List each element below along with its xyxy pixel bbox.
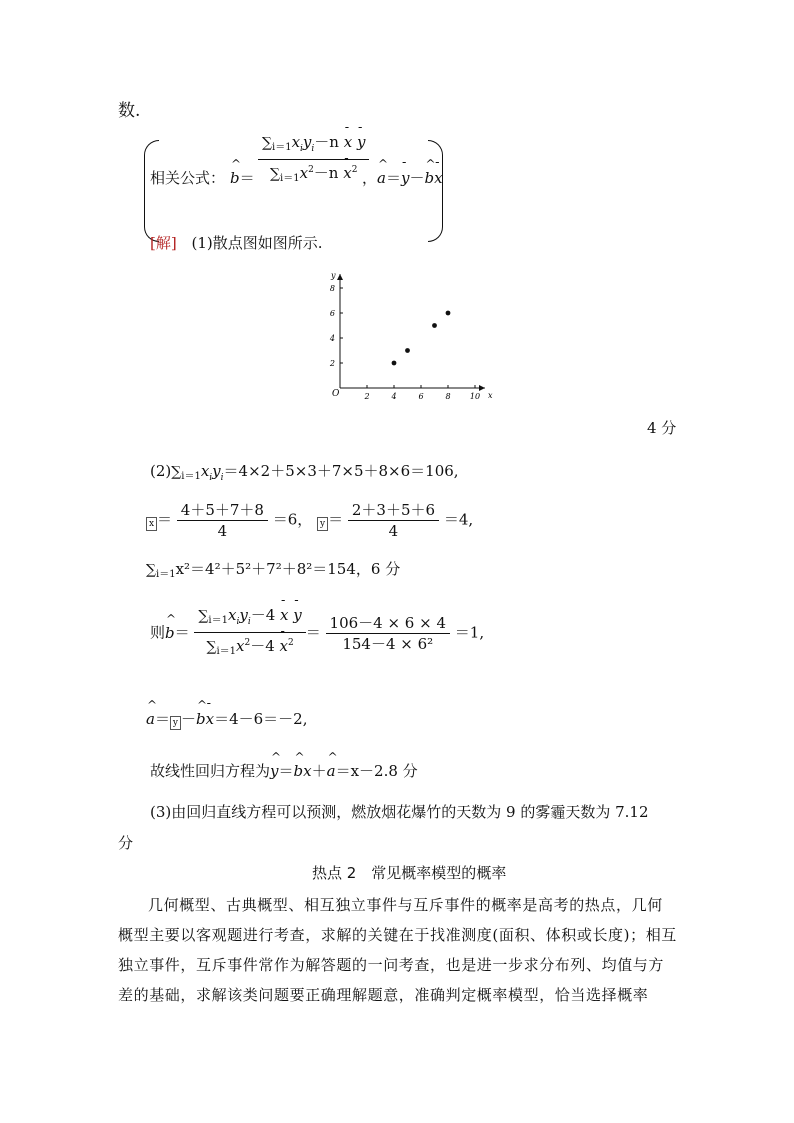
sum-sq-text: x²＝4²＋5²＋7²＋8²＝154，6 分 (175, 560, 401, 578)
origin-label: O (332, 389, 340, 399)
scatter-chart (320, 255, 510, 405)
b-res: ＝1, (454, 623, 485, 642)
section-heading: 热点 2 常见概率模型的概率 (312, 864, 507, 882)
y-tick-label: 2 (329, 359, 335, 368)
sum-sq-line: $\sum_{i=1}x^2=4^2+5^2+7^2+8^2=154$，6 分 (146, 560, 401, 580)
formula-prefix: 相关公式： (150, 169, 226, 187)
ybar-box-icon-2: y (170, 716, 181, 730)
text-shu: 数. (118, 101, 141, 121)
xbar-res: ＝6， (272, 510, 313, 529)
ybar-res: ＝4, (443, 510, 474, 529)
formula-fraction: $\frac{\sum_{i=1}x_iy_i-n - x - y}{\sum_{i=1}x^2-n - x^2}$ (258, 132, 369, 189)
a-line: ＝4－6＝－2, (214, 710, 308, 728)
part2-line1: $(2)\sum_{i=1}x_iy_i=4\times 2+5\times 3+7\times 5+8\times 6=106$, (150, 462, 459, 483)
y-tick-label: 4 (329, 334, 335, 343)
x-axis-label: x (488, 391, 493, 400)
xbar-line: x ＝ $\frac{4+5+7+8}{4}$ ＝6， y ＝ $\frac{2+3+5+6}{4}$ ＝4, (146, 500, 473, 541)
reg-prefix: 故线性回归方程为 (150, 762, 271, 780)
x-tick-label: 4 (391, 392, 397, 401)
ybar-den: 4 (388, 522, 399, 540)
y-axis-arrow (337, 274, 343, 280)
a-calc: ^ a＝ y －^ b- x＝4－6＝－2, (146, 708, 307, 730)
data-point (392, 361, 397, 366)
y-tick-label: 6 (329, 309, 335, 318)
xbar-num: 4＋5＋7＋8 (177, 500, 268, 521)
ybar-box-icon: y (317, 517, 328, 531)
solution-tag: [解] (150, 234, 177, 252)
part3-text: (3)由回归直线方程可以预测，燃放烟花爆竹的天数为 9 的雾霾天数为 7.12 (150, 803, 649, 821)
x-tick-label: 8 (445, 392, 451, 401)
y-tick-label: 8 (329, 284, 335, 293)
regression-line: 故线性回归方程为^ y＝^ bx＋^ a＝x－2.8 分 (150, 760, 418, 781)
ybar-num: 2＋3＋5＋6 (348, 500, 439, 521)
solution-part1 (150, 232, 323, 253)
part1-text: (1)散点图如图所示. (191, 234, 323, 252)
y-axis-label: y (331, 271, 336, 280)
reg-tail: ＝x－2.8 分 (335, 762, 418, 780)
data-point (405, 348, 410, 353)
x-tick-label: 2 (364, 392, 370, 401)
b-num-big: 106－4 × 6 × 4 (326, 613, 450, 634)
part3-cont: 分 (118, 834, 134, 852)
x-axis-arrow (479, 385, 485, 391)
data-point (432, 323, 437, 328)
xbar-box-icon: x (146, 517, 157, 531)
body-paragraph: 几何概型、古典概型、相互独立事件与互斥事件的概率是高考的热点，几何概型主要以客观题进行考查，求解的关键在于找准测度(面积、体积或长度)；相互独立事件，互斥事件常作为解答题的一问考查，也是进一步求分布列、均值与方差的基础，求解该类问题要正确理解题意，准确判定概率模型，恰当选择概率 (118, 896, 677, 1004)
x-tick-label: 6 (418, 392, 424, 401)
formula-a: ，^ a＝- y－^ b- x (362, 167, 443, 188)
x-tick-label: 10 (469, 392, 481, 401)
formula-b-hat: ^ b＝ (230, 167, 255, 188)
left-paren (144, 140, 159, 242)
then-label: 则 (150, 623, 166, 642)
xbar-den: 4 (217, 522, 228, 540)
b-den-big: 154－4 × 6² (342, 635, 434, 653)
score-4: 4 分 (647, 419, 677, 437)
data-point (446, 311, 451, 316)
b-calc: 则^ b＝ $\frac{\sum_{i=1}x_iy_i-4 - x - y}{\sum_{i=1}x^2-4 - x^2}$ ＝ $\frac{106-4 \times 6 \times 4}{\text{154－4 × 6²}}$ ＝1, (150, 605, 484, 662)
